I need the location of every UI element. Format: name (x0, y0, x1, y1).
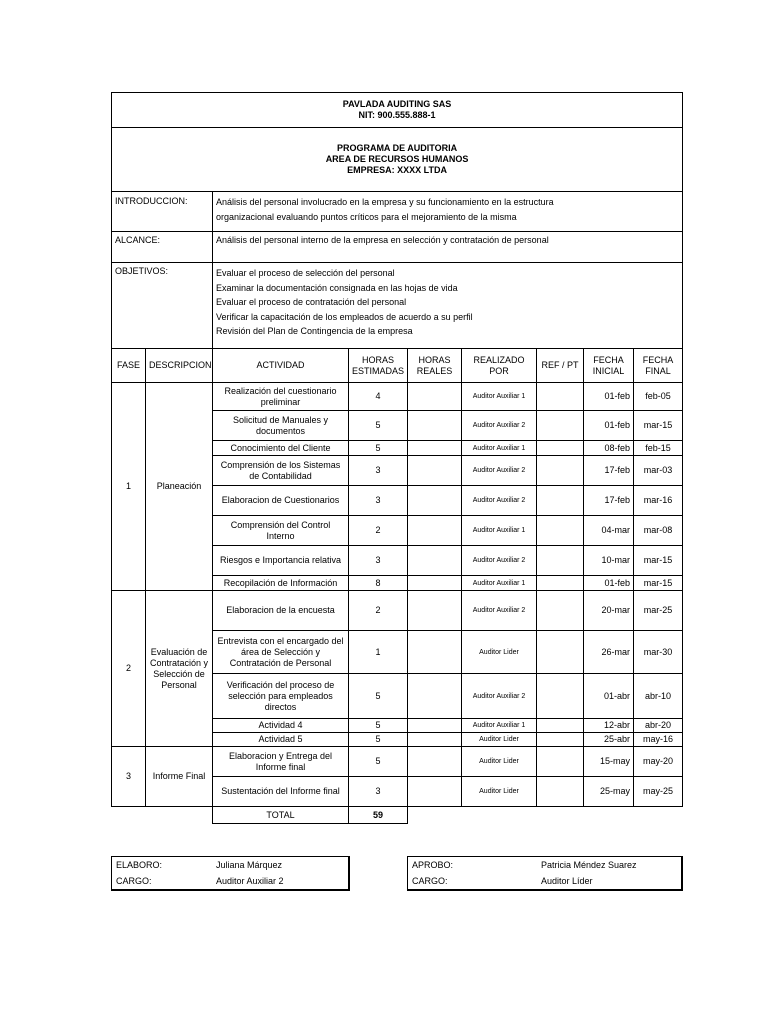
phase-number: 1 (112, 383, 146, 591)
phase-number: 2 (112, 591, 146, 747)
hours-estimated: 3 (349, 486, 408, 516)
performed-by: Auditor Auxiliar 2 (462, 411, 537, 441)
end-date: may-25 (634, 777, 683, 807)
end-date: mar-15 (634, 546, 683, 576)
elaboro-cargo-row (112, 873, 348, 889)
performed-by: Auditor Auxiliar 2 (462, 546, 537, 576)
ref-pt (537, 411, 584, 441)
start-date: 25-may (584, 777, 634, 807)
hours-real (408, 486, 462, 516)
activity-cell: Elaboracion de Cuestionarios (213, 486, 349, 516)
start-date: 04-mar (584, 516, 634, 546)
col-horas-reales-line1: HORAS (418, 354, 451, 365)
end-date: may-20 (634, 747, 683, 777)
objetivo-item: Revisión del Plan de Contingencia de la empresa (216, 326, 413, 336)
ref-pt (537, 674, 584, 719)
elaboro-row (112, 857, 348, 873)
end-date: feb-05 (634, 383, 683, 411)
intro-text (213, 192, 683, 232)
objetivo-item: Verificar la capacitación de los empleados de acuerdo a su perfil (216, 311, 473, 322)
table-row (112, 383, 683, 411)
activity-cell: Elaboracion de la encuesta (213, 591, 349, 631)
elaboro-box (111, 856, 350, 891)
hours-estimated: 1 (349, 631, 408, 674)
activity-cell: Solicitud de Manuales y documentos (213, 411, 349, 441)
hours-real (408, 733, 462, 747)
start-date: 17-feb (584, 486, 634, 516)
col-fecha-final (634, 349, 683, 383)
phase-description: Planeación (146, 383, 213, 591)
hours-estimated: 8 (349, 576, 408, 591)
hours-estimated: 3 (349, 777, 408, 807)
hours-real (408, 591, 462, 631)
aprobo-label: APROBO: (412, 859, 454, 870)
performed-by: Auditor Auxiliar 1 (462, 383, 537, 411)
hours-real (408, 516, 462, 546)
audit-program-table (111, 92, 683, 824)
activity-cell: Recopilación de Información (213, 576, 349, 591)
activity-cell: Entrevista con el encargado del área de Selección y Contratación de Personal (213, 631, 349, 674)
start-date: 10-mar (584, 546, 634, 576)
start-date: 15-may (584, 747, 634, 777)
ref-pt (537, 516, 584, 546)
hours-estimated: 5 (349, 441, 408, 456)
company-name: PAVLADA AUDITING SAS (342, 99, 452, 109)
aprobo-cargo-row (408, 873, 681, 889)
hours-estimated: 2 (349, 591, 408, 631)
end-date: feb-15 (634, 441, 683, 456)
ref-pt (537, 733, 584, 747)
hours-real (408, 777, 462, 807)
alcance-label: ALCANCE: (112, 232, 213, 263)
activity-cell: Comprensión de los Sistemas de Contabilidad (213, 456, 349, 486)
hours-real (408, 456, 462, 486)
end-date: mar-03 (634, 456, 683, 486)
col-fecha-inicial (584, 349, 634, 383)
start-date: 25-abr (584, 733, 634, 747)
intro-row (112, 192, 683, 232)
activity-cell: Riesgos e Importancia relativa (213, 546, 349, 576)
alcance-row (112, 232, 683, 263)
col-realizado-line2: POR (489, 365, 509, 376)
col-horas-estimadas (349, 349, 408, 383)
start-date: 01-abr (584, 674, 634, 719)
total-value: 59 (349, 807, 408, 824)
start-date: 01-feb (584, 411, 634, 441)
hours-real (408, 576, 462, 591)
performed-by: Auditor Auxiliar 2 (462, 456, 537, 486)
objetivo-item: Evaluar el proceso de contratación del personal (216, 297, 407, 307)
performed-by: Auditor Auxiliar 2 (462, 591, 537, 631)
start-date: 17-feb (584, 456, 634, 486)
ref-pt (537, 719, 584, 733)
hours-real (408, 631, 462, 674)
ref-pt (537, 441, 584, 456)
intro-line-1: Análisis del personal involucrado en la empresa y su funcionamiento en la estructura (216, 197, 554, 207)
alcance-text: Análisis del personal interno de la empresa en selección y contratación de personal (213, 232, 683, 263)
col-fecha-final-line2: FINAL (645, 365, 671, 376)
performed-by: Auditor Lider (462, 777, 537, 807)
performed-by: Auditor Lider (462, 747, 537, 777)
end-date: abr-10 (634, 674, 683, 719)
performed-by: Auditor Auxiliar 1 (462, 576, 537, 591)
total-label: TOTAL (213, 807, 349, 824)
start-date: 26-mar (584, 631, 634, 674)
intro-line-2: organizacional evaluando puntos críticos para el mejoramiento de la misma (216, 212, 517, 222)
performed-by: Auditor Auxiliar 1 (462, 441, 537, 456)
ref-pt (537, 631, 584, 674)
ref-pt (537, 576, 584, 591)
phase-description: Informe Final (146, 747, 213, 807)
col-horas-reales (408, 349, 462, 383)
performed-by: Auditor Auxiliar 1 (462, 516, 537, 546)
hours-estimated: 3 (349, 546, 408, 576)
col-fecha-inicial-line1: FECHA (593, 354, 624, 365)
end-date: mar-16 (634, 486, 683, 516)
col-horas-estimadas-line1: HORAS (361, 354, 394, 365)
activity-cell: Actividad 4 (213, 719, 349, 733)
hours-real (408, 546, 462, 576)
ref-pt (537, 777, 584, 807)
hours-real (408, 747, 462, 777)
program-area: AREA DE RECURSOS HUMANOS (325, 154, 469, 164)
hours-real (408, 674, 462, 719)
activity-cell: Realización del cuestionario preliminar (213, 383, 349, 411)
company-header-row (112, 93, 683, 128)
activity-cell: Conocimiento del Cliente (213, 441, 349, 456)
elaboro-label: ELABORO: (116, 859, 163, 870)
company-nit: NIT: 900.555.888-1 (358, 110, 436, 120)
performed-by: Auditor Auxiliar 1 (462, 719, 537, 733)
aprobo-name: Patricia Méndez Suarez (541, 859, 637, 870)
performed-by: Auditor Auxiliar 2 (462, 486, 537, 516)
objetivos-row (112, 263, 683, 349)
intro-label: INTRODUCCION: (112, 192, 213, 232)
objetivo-item: Evaluar el proceso de selección del personal (216, 268, 395, 278)
audit-program-document (111, 92, 682, 824)
start-date: 08-feb (584, 441, 634, 456)
hours-estimated: 5 (349, 733, 408, 747)
aprobo-cargo-label: CARGO: (412, 875, 448, 886)
hours-estimated: 5 (349, 747, 408, 777)
hours-estimated: 5 (349, 411, 408, 441)
hours-real (408, 441, 462, 456)
elaboro-cargo: Auditor Auxiliar 2 (216, 875, 284, 886)
aprobo-box (407, 856, 683, 891)
phase-description: Evaluación de Contratación y Selección de Personal (146, 591, 213, 747)
start-date: 01-feb (584, 576, 634, 591)
performed-by: Auditor Lider (462, 631, 537, 674)
end-date: mar-08 (634, 516, 683, 546)
aprobo-cargo: Auditor Líder (541, 875, 593, 886)
phase-number: 3 (112, 747, 146, 807)
col-descripcion: DESCRIPCION (146, 349, 213, 383)
objetivos-label: OBJETIVOS: (112, 263, 213, 349)
col-realizado-line1: REALIZADO (473, 354, 525, 365)
activity-cell: Actividad 5 (213, 733, 349, 747)
end-date: abr-20 (634, 719, 683, 733)
col-actividad: ACTIVIDAD (213, 349, 349, 383)
program-header (112, 128, 683, 192)
end-date: mar-15 (634, 576, 683, 591)
col-horas-estimadas-line2: ESTIMADAS (352, 365, 405, 376)
ref-pt (537, 747, 584, 777)
table-row (112, 591, 683, 631)
ref-pt (537, 591, 584, 631)
hours-estimated: 2 (349, 516, 408, 546)
hours-real (408, 383, 462, 411)
program-header-row (112, 128, 683, 192)
hours-estimated: 4 (349, 383, 408, 411)
ref-pt (537, 546, 584, 576)
elaboro-name: Juliana Márquez (216, 859, 283, 870)
start-date: 12-abr (584, 719, 634, 733)
table-row (112, 747, 683, 777)
col-horas-reales-line2: REALES (416, 365, 453, 376)
activity-cell: Comprensión del Control Interno (213, 516, 349, 546)
performed-by: Auditor Lider (462, 733, 537, 747)
objetivos-list (213, 263, 683, 349)
ref-pt (537, 456, 584, 486)
end-date: mar-25 (634, 591, 683, 631)
hours-real (408, 411, 462, 441)
hours-estimated: 3 (349, 456, 408, 486)
end-date: may-16 (634, 733, 683, 747)
aprobo-row (408, 857, 681, 873)
end-date: mar-30 (634, 631, 683, 674)
activity-cell: Sustentación del Informe final (213, 777, 349, 807)
start-date: 20-mar (584, 591, 634, 631)
company-header (112, 93, 683, 128)
program-title: PROGRAMA DE AUDITORIA (336, 143, 458, 153)
total-row (112, 807, 683, 824)
col-fecha-inicial-line2: INICIAL (592, 365, 625, 376)
col-fase: FASE (112, 349, 146, 383)
hours-real (408, 719, 462, 733)
activity-cell: Elaboracion y Entrega del Informe final (213, 747, 349, 777)
end-date: mar-15 (634, 411, 683, 441)
activity-cell: Verificación del proceso de selección para empleados directos (213, 674, 349, 719)
ref-pt (537, 486, 584, 516)
hours-estimated: 5 (349, 674, 408, 719)
performed-by: Auditor Auxiliar 2 (462, 674, 537, 719)
col-ref-pt: REF / PT (537, 349, 584, 383)
column-header-row (112, 349, 683, 383)
program-empresa: EMPRESA: XXXX LTDA (347, 165, 447, 175)
elaboro-cargo-label: CARGO: (116, 875, 152, 886)
ref-pt (537, 383, 584, 411)
start-date: 01-feb (584, 383, 634, 411)
col-fecha-final-line1: FECHA (642, 354, 674, 365)
col-realizado-por (462, 349, 537, 383)
hours-estimated: 5 (349, 719, 408, 733)
objetivo-item: Examinar la documentación consignada en las hojas de vida (216, 282, 458, 293)
